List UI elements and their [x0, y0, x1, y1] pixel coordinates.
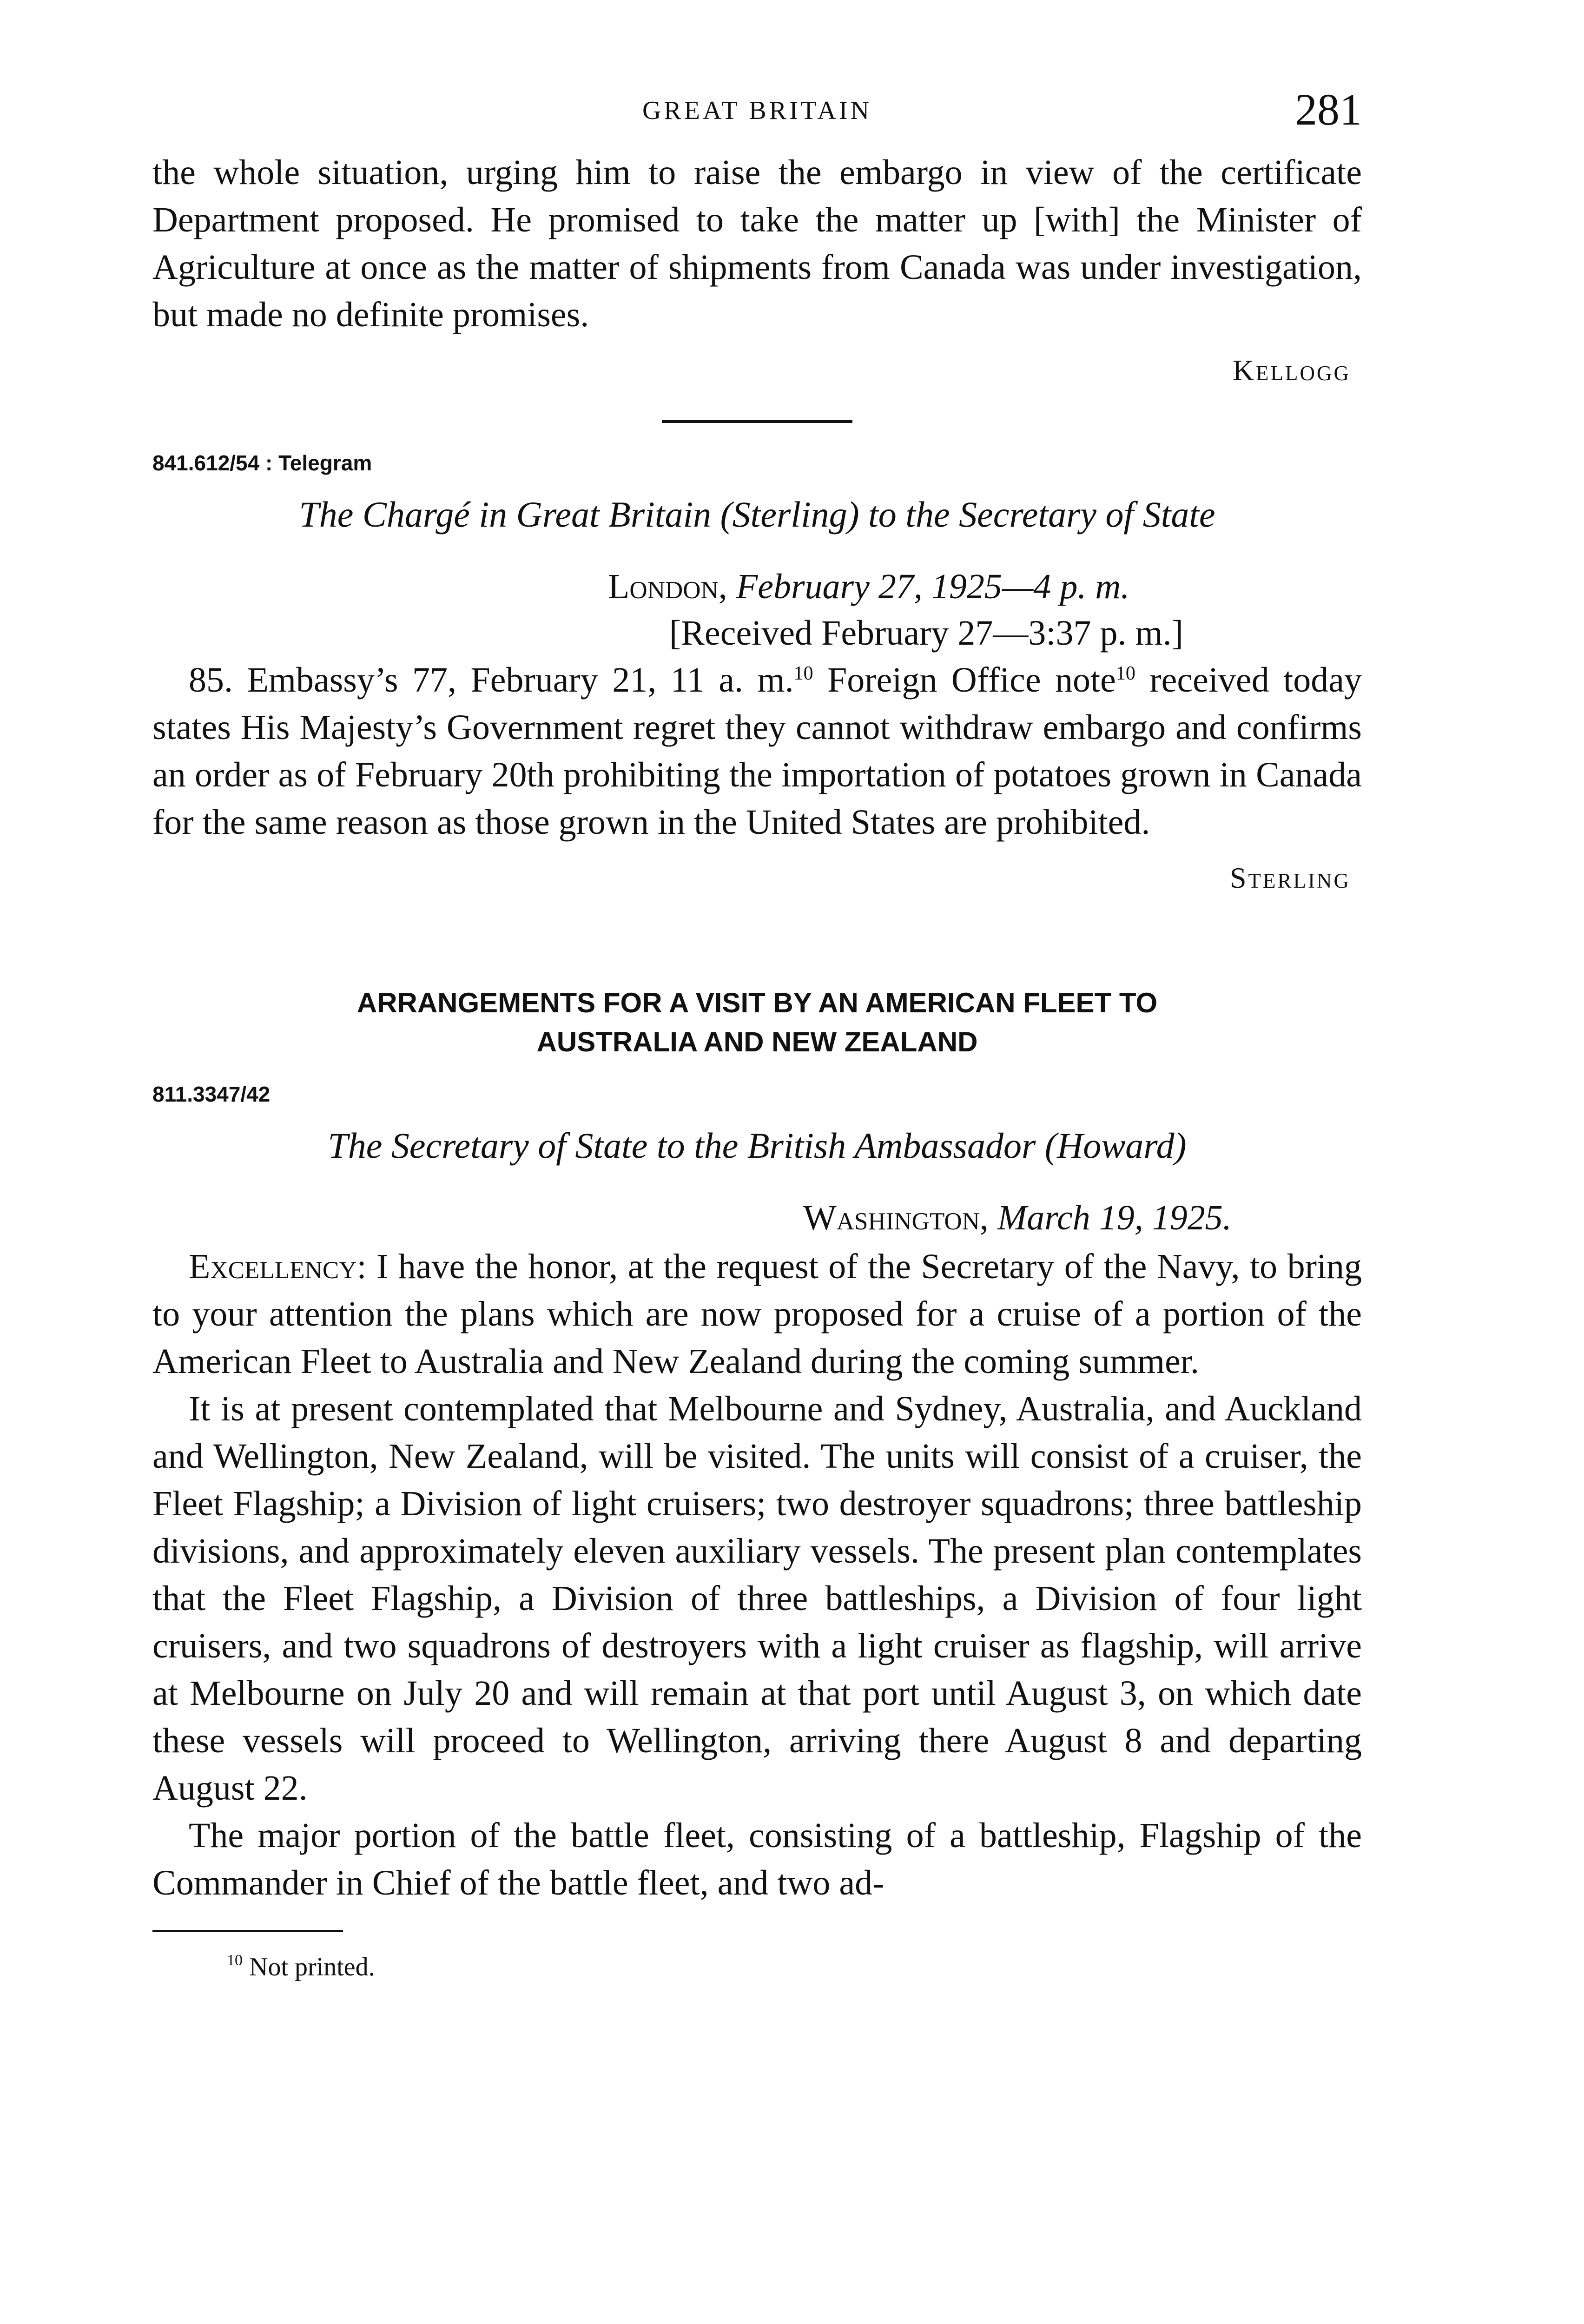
letter-paragraph	[152, 1243, 1362, 1385]
footnote-marker: 10	[227, 1952, 243, 1969]
file-number: 811.3347/42	[152, 1082, 271, 1106]
received-line: [Received February 27—3:37 p. m.]	[669, 614, 1183, 653]
document-title: The Chargé in Great Britain (Sterling) to the Secretary of State	[299, 494, 1215, 535]
footnote	[152, 1951, 1362, 1983]
running-head	[152, 84, 1362, 149]
dateline-date: February 27, 1925—4 p. m.	[736, 567, 1130, 606]
signature-kellogg: Kellogg	[1232, 354, 1351, 387]
dateline-line	[152, 563, 1362, 610]
footnote-ref: 10	[793, 663, 813, 684]
footnote-rule	[152, 1930, 343, 1932]
document-title: The Secretary of State to the British Ambassador (Howard)	[328, 1125, 1187, 1166]
dateline-line	[152, 1195, 1362, 1241]
running-head-title: GREAT BRITAIN	[642, 96, 872, 125]
dateline	[152, 563, 1362, 656]
telegram-body-part1: 85. Embassy’s 77, February 21, 11 a. m.	[189, 660, 794, 700]
continuation-paragraph: the whole situation, urging him to raise the embargo in view of the certificate Department proposed. He promised to take the matter up [with] the Minister of Agriculture at once as the matter of shipments from Canada was under investigation, but made no definite promises.	[152, 153, 1362, 334]
section-divider-rule	[662, 420, 852, 423]
telegram-body-part2: Foreign Office note	[813, 660, 1116, 700]
letter-paragraph: The major portion of the battle fleet, consisting of a battleship, Flagship of the Commander in Chief of the battle fleet, and two ad-	[152, 1816, 1362, 1902]
dateline-place: London,	[608, 567, 727, 606]
document-page	[152, 84, 1362, 1983]
letter-paragraph: It is at present contemplated that Melbourne and Sydney, Australia, and Auckland and Wellington, New Zealand, will be visited. The units will consist of a cruiser, the Fleet Flagship; a Division of light cruisers; two destroyer squadrons; three battleship divisions, and approximately eleven auxiliary vessels. The present plan contemplates that the Fleet Flagship, a Division of three battleships, a Division of four light cruisers, and two squadrons of destroyers with a light cruiser as flagship, will arrive at Melbourne on July 20 and will remain at that port until August 3, on which date these vessels will proceed to Wellington, arriving there August 8 and departing August 22.	[152, 1389, 1362, 1808]
footnote-ref: 10	[1115, 663, 1135, 684]
file-number: 841.612/54 : Telegram	[152, 451, 372, 475]
signature-sterling: Sterling	[1229, 861, 1351, 894]
dateline-date: March 19, 1925.	[997, 1198, 1232, 1237]
page-number: 281	[1295, 85, 1362, 134]
letter-paragraph-text: : I have the honor, at the request of the Secretary of the Navy, to bring to your attention the plans which are now proposed for a cruise of a portion of the American Fleet to Australia and New Zealand during the coming summer.	[152, 1247, 1362, 1381]
section-heading	[152, 984, 1362, 1062]
footnote-text: Not printed.	[243, 1953, 375, 1981]
telegram-body-part3: received today states His Majesty’s Government regret they cannot withdraw embargo and confirms an order as of February 20th prohibiting the importation of potatoes grown in Canada for the same reason as those grown in the United States are prohibited.	[152, 660, 1362, 842]
salutation: Excellency	[189, 1247, 357, 1286]
telegram-body	[152, 656, 1362, 846]
section-heading-line1: ARRANGEMENTS FOR A VISIT BY AN AMERICAN FLEET TO	[356, 987, 1158, 1018]
dateline	[152, 1195, 1362, 1241]
dateline-place: Washington,	[803, 1198, 989, 1237]
section-heading-line2: AUSTRALIA AND NEW ZEALAND	[536, 1026, 978, 1057]
